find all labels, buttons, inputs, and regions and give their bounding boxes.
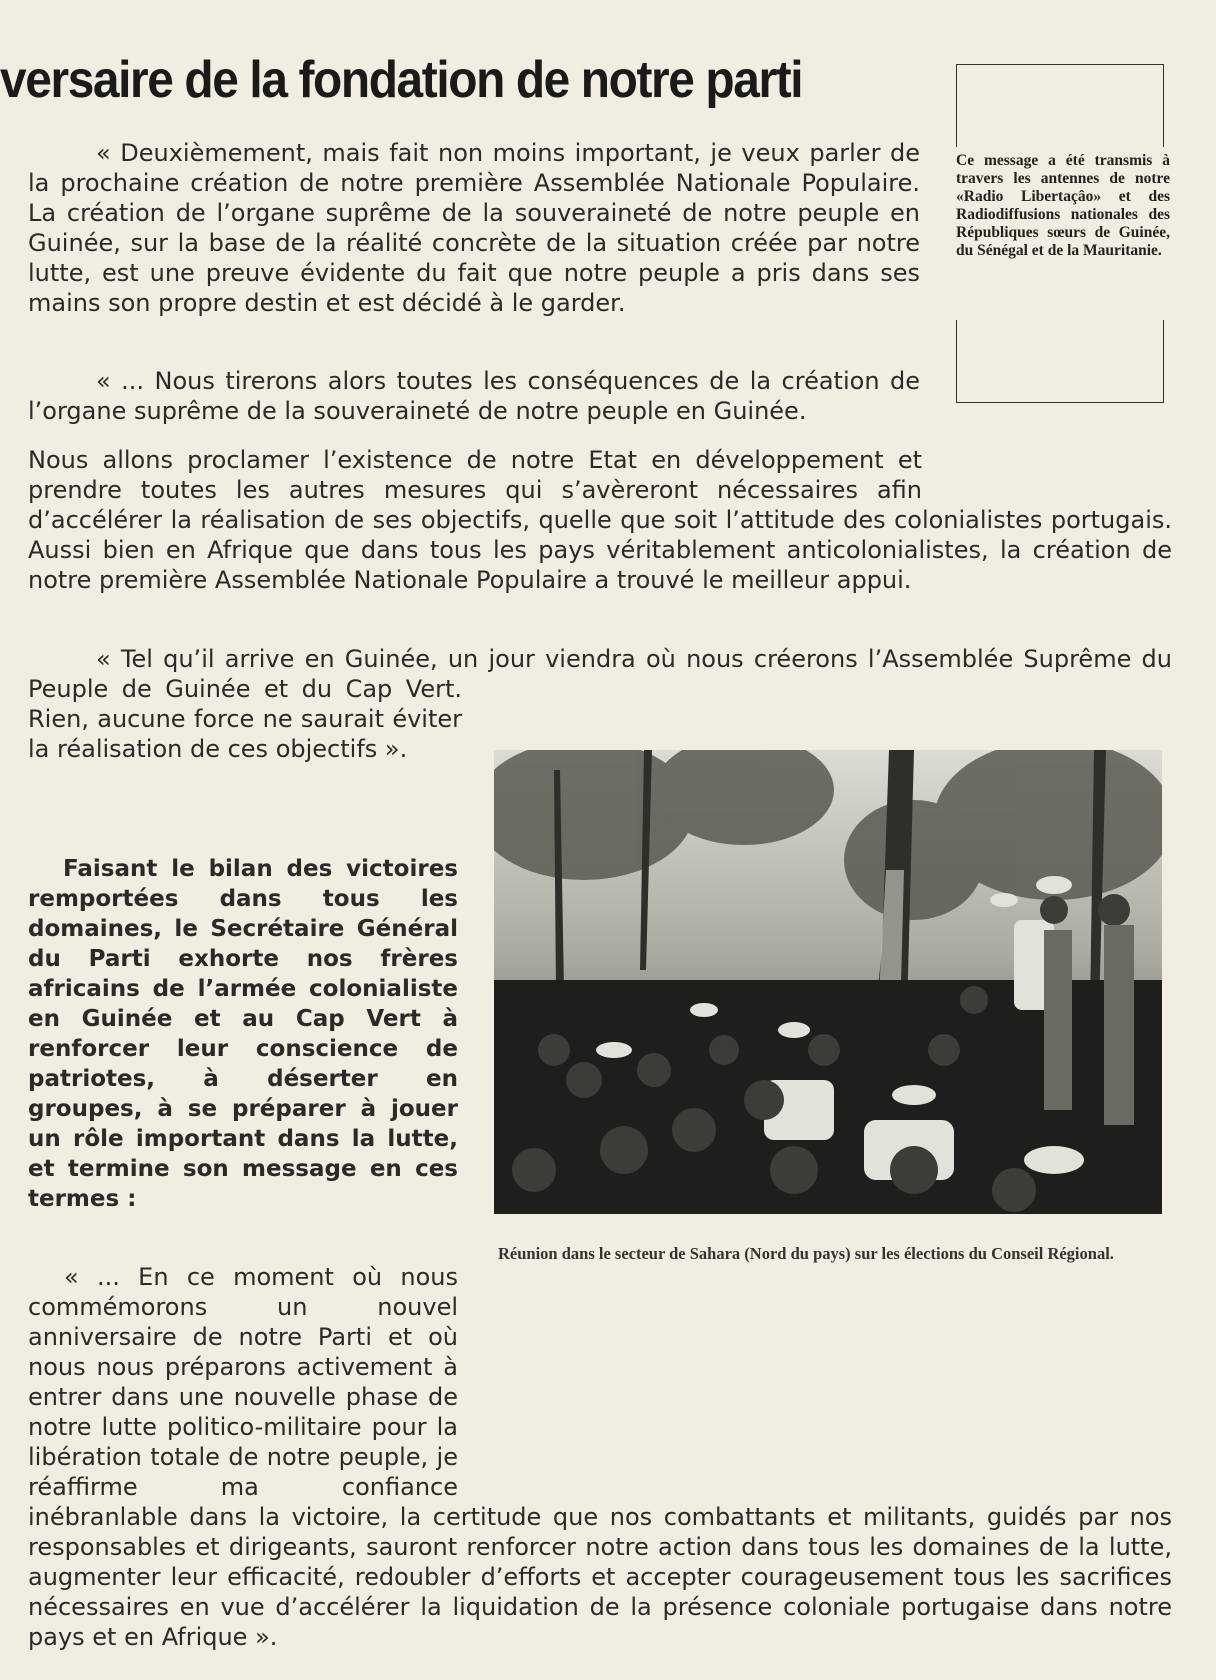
meeting-photo bbox=[494, 750, 1162, 1214]
paragraph-guinee-cap-vert-text: « Tel qu’il arrive en Guinée, un jour viendra où nous créerons l’Assemblée Suprême du Peuple de Guinée et du Cap Vert. Rien, aucune force ne saurait éviter la réalisation de ces objectifs ». bbox=[28, 645, 1172, 763]
float-spacer bbox=[922, 445, 1172, 503]
photo-caption: Réunion dans le secteur de Sahara (Nord du pays) sur les élections du Conseil Régional. bbox=[498, 1244, 1114, 1263]
paragraph-bilan-bold: Faisant le bilan des victoires remportées dans tous les domaines, le Secrétaire Général du Parti exhorte nos frères africains de l’armée colonialiste en Guinée et au Cap Vert à renforcer leur conscience de patriotes, à déserter en groupes, à se préparer à jouer un rôle important dans la lutte, et termine son message en ces termes : bbox=[28, 856, 458, 1212]
paragraph-conclusion-text: « ... En ce moment où nous commémorons un nouvel anniversaire de notre Parti et où nous nous préparons activement à entrer dans une nouvelle phase de notre lutte politico-militaire pour la libération totale de notre peuple, je réaffirme ma confiance inébranlable dans la victoire, la certitude que nos combattants et militants, guidés par nos responsables et dirigeants, sauront renforcer notre action dans tous les domaines de la lutte, augmenter leur efficacité, redoubler d’efforts et accepter courageusement tous les sacrifices nécessaires en vue d’accélérer la liquidation de la présence coloniale portugaise dans notre pays et en Afrique ». bbox=[28, 1263, 1172, 1651]
sidebar-frame-top bbox=[956, 64, 1164, 147]
paragraph-etat-text: Nous allons proclamer l’existence de notre Etat en développement et prendre toutes les autres mesures qui s’avèreront nécessaires afin d’accélérer la réalisation de ses objectifs, quelle que soit l’attitude des colonialistes portugais. Aussi bien en Afrique que dans tous les pays véritablement anticolonialistes, la création de notre première Assemblée Nationale Populaire a trouvé le meilleur appui. bbox=[28, 446, 1172, 594]
float-spacer bbox=[458, 1262, 1172, 1502]
paragraph-conclusion bbox=[28, 1262, 1172, 1652]
paragraph-etat bbox=[28, 445, 1172, 595]
headline: versaire de la fondation de notre parti bbox=[0, 51, 803, 109]
sidebar-note: Ce message a été transmis à travers les antennes de notre «Radio Libertaçâo» et des Radiodiffusions nationales des Républiques sœurs de Guinée, du Sénégal et de la Mauritanie. bbox=[956, 152, 1170, 259]
sidebar-note-box bbox=[956, 64, 1170, 406]
sidebar-frame-bottom bbox=[956, 320, 1164, 403]
paragraph-consequences: « ... Nous tirerons alors toutes les conséquences de la création de l’organe suprême de la souveraineté de notre peuple en Guinée. bbox=[28, 367, 920, 425]
paragraph-assemblee: « Deuxièmement, mais fait non moins important, je veux parler de la prochaine création de notre première Assemblée Nationale Populaire. La création de l’organe suprême de la souveraineté de notre peuple en Guinée, sur la base de la réalité concrète de la situation créée par notre lutte, est une preuve évidente du fait que notre peuple a pris dans ses mains son propre destin et est décidé à le garder. bbox=[28, 139, 920, 317]
meeting-photo-image bbox=[494, 750, 1162, 1214]
